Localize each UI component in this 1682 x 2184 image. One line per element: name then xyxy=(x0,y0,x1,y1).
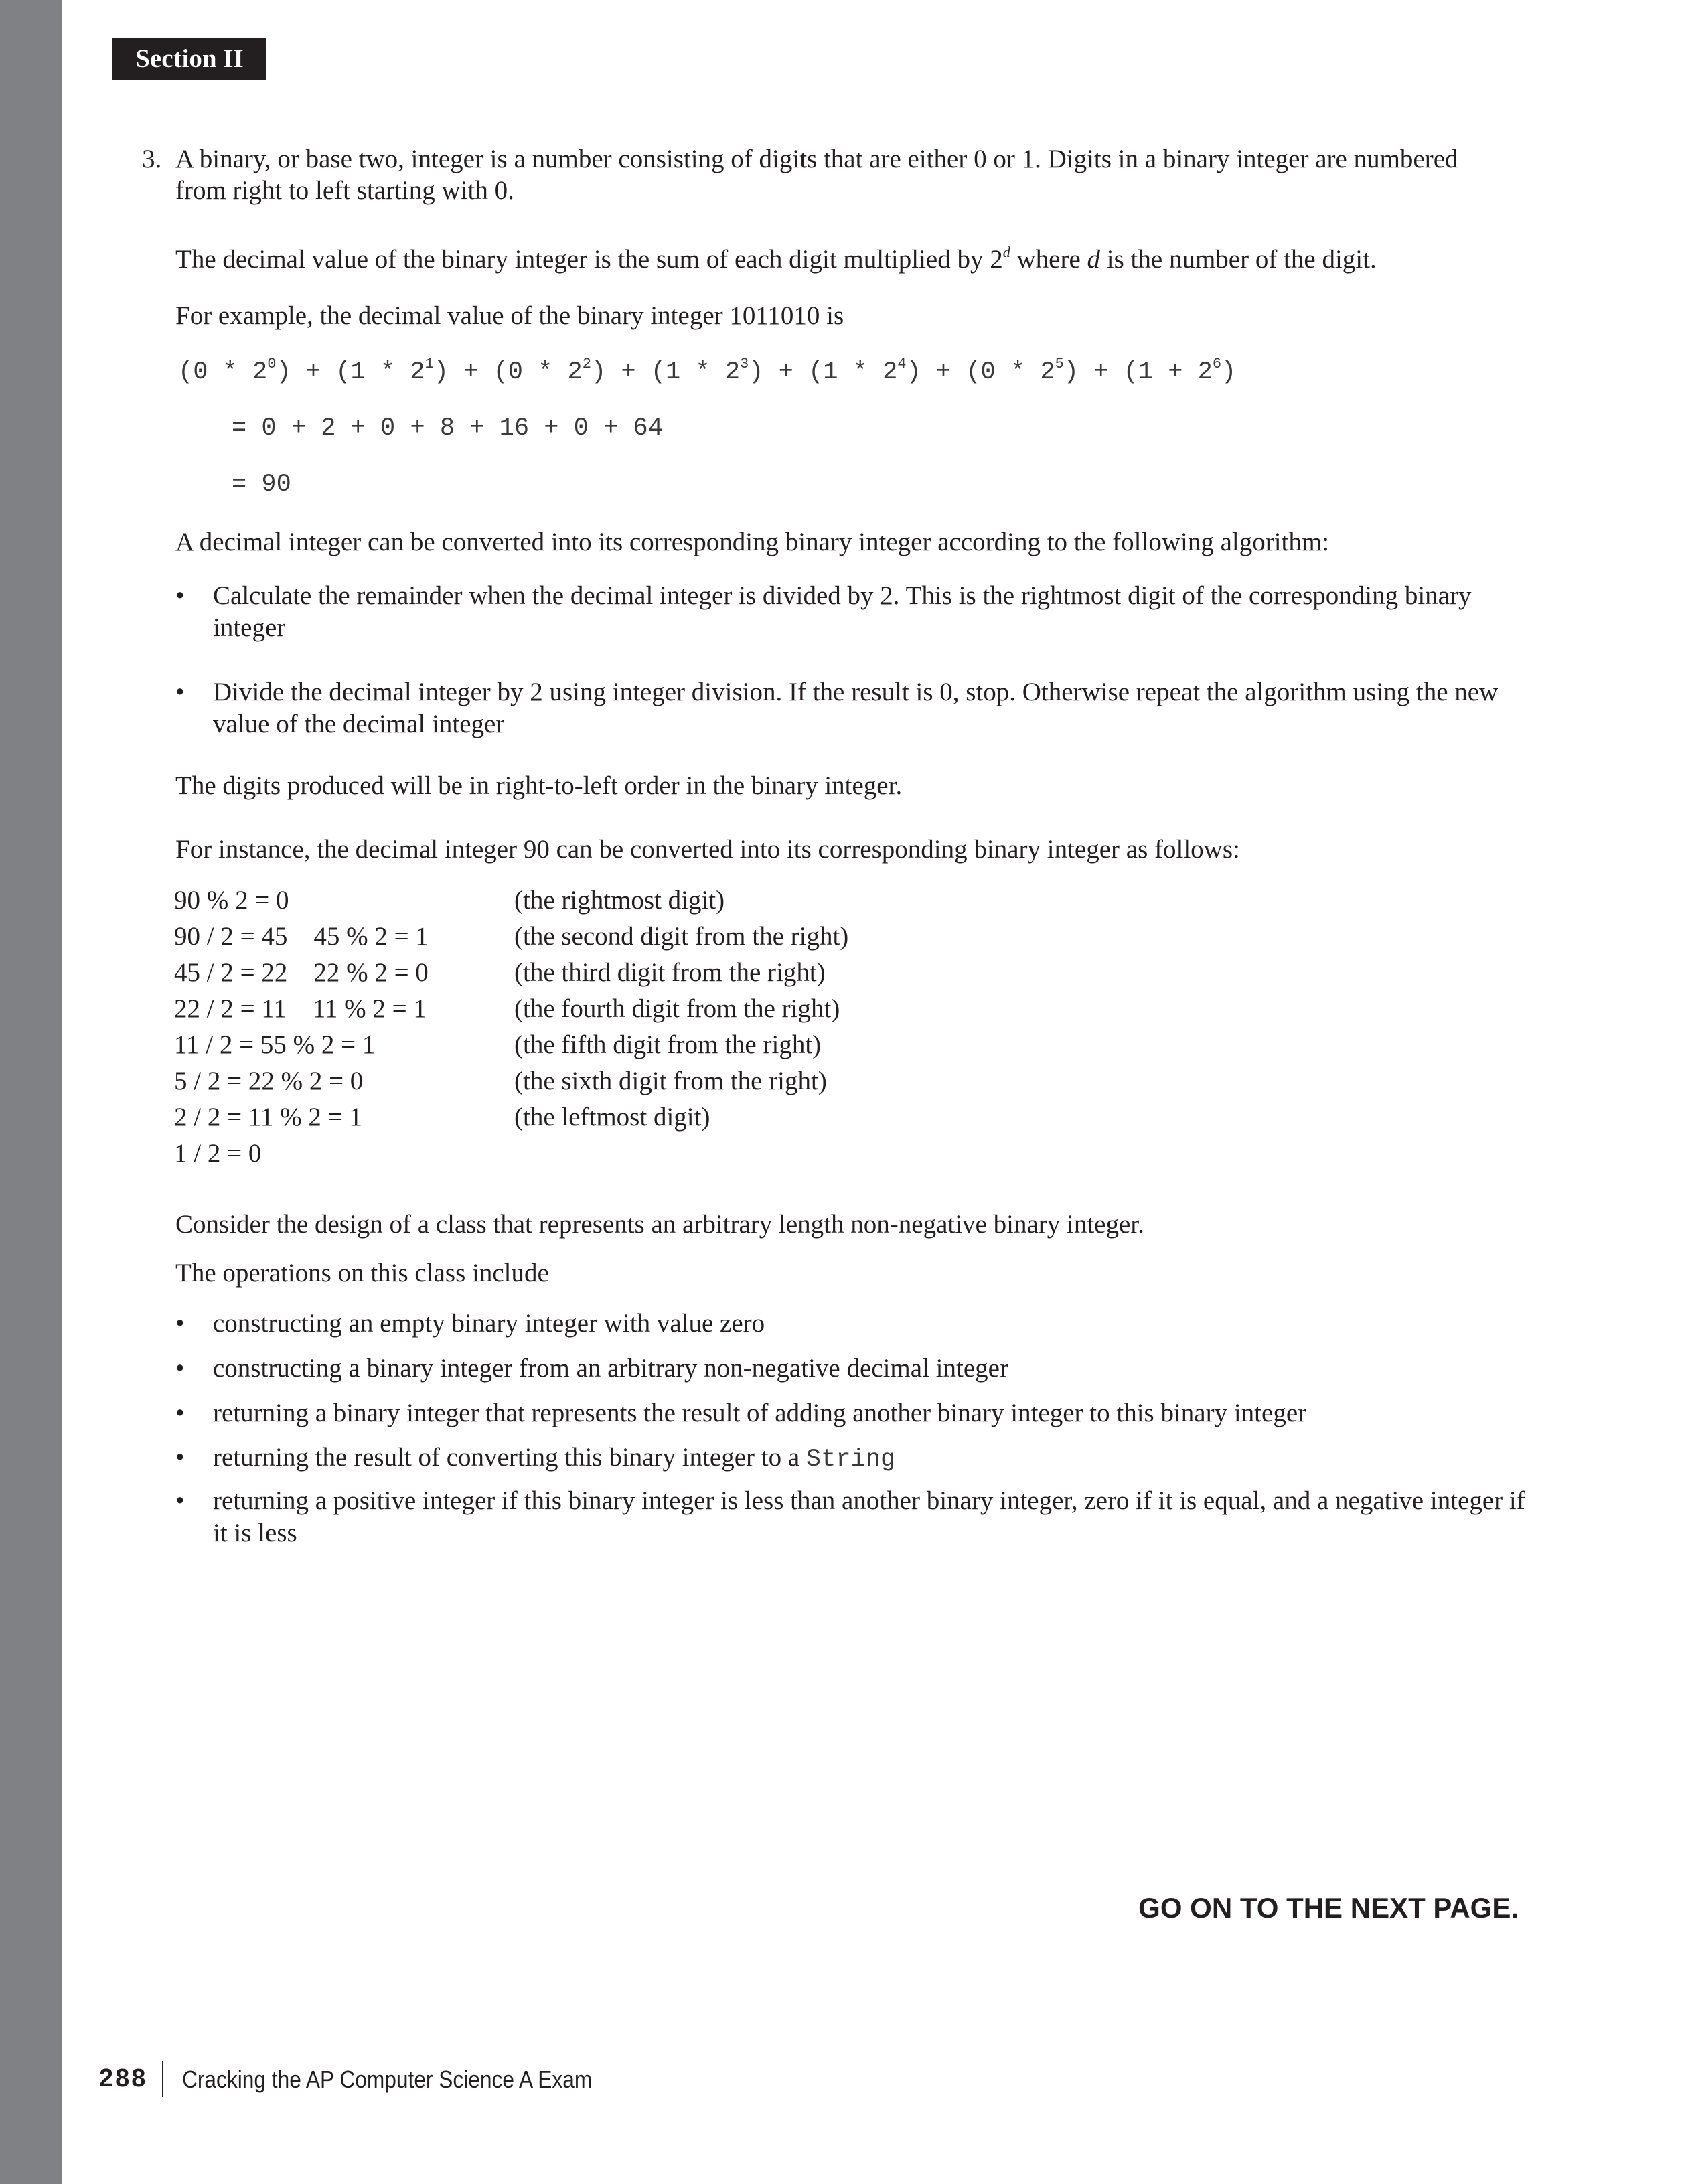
conversion-note: (the third digit from the right) xyxy=(514,958,826,987)
conversion-calc: 11 / 2 = 55 % 2 = 1 xyxy=(174,1030,376,1059)
result-line: = 90 xyxy=(232,471,291,499)
algorithm-step: Calculate the remainder when the decimal integer is divided by 2. This is the rightmost digit of the corresponding binary integer xyxy=(213,581,1472,642)
intro-line-2: from right to left starting with 0. xyxy=(175,176,514,205)
conversion-note: (the fifth digit from the right) xyxy=(514,1030,822,1059)
footer-divider xyxy=(162,2061,163,2097)
sum-line: = 0 + 2 + 0 + 8 + 16 + 0 + 64 xyxy=(232,414,663,443)
question-number: 3. xyxy=(142,145,162,173)
conversion-note: (the fourth digit from the right) xyxy=(514,994,840,1023)
class-design: Consider the design of a class that represents an arbitrary length non-negative binary integer. xyxy=(175,1210,1144,1239)
decimal-value-definition: The decimal value of the binary integer is the sum of each digit multiplied by 2$^d$ where d is the number of the digit. xyxy=(175,244,1377,274)
expansion-term: $(1 + 2^6)$ xyxy=(1123,356,1237,386)
digits-order-note: The digits produced will be in right-to-left order in the binary integer. xyxy=(175,771,903,800)
conversion-note: (the sixth digit from the right) xyxy=(514,1067,827,1095)
operation-item: constructing an empty binary integer with value zero xyxy=(213,1309,765,1338)
go-on-next-page: GO ON TO THE NEXT PAGE. xyxy=(1138,1892,1519,1924)
code-term: String xyxy=(806,1446,896,1474)
intro-line-1: A binary, or base two, integer is a number consisting of digits that are either 0 or 1. Digits in a binary integer are numbered xyxy=(175,145,1458,173)
book-title: Cracking the AP Computer Science A Exam xyxy=(182,2065,593,2093)
section-label: Section II xyxy=(112,38,266,80)
bullet-marker: • xyxy=(175,678,185,706)
operations-intro: The operations on this class include xyxy=(175,1259,549,1288)
bullet-marker: • xyxy=(175,1354,185,1383)
operation-item: returning the result of converting this binary integer to a String xyxy=(213,1443,896,1474)
conversion-note: (the leftmost digit) xyxy=(514,1103,710,1132)
side-bar xyxy=(0,0,62,2184)
conversion-note: (the second digit from the right) xyxy=(514,922,849,951)
expansion-term: $(0 * 2^2)$ + xyxy=(493,356,651,386)
conversion-calc: 2 / 2 = 11 % 2 = 1 xyxy=(174,1103,362,1132)
bullet-marker: • xyxy=(175,581,185,610)
page-number: 288 xyxy=(99,2064,148,2092)
conversion-calc: 22 / 2 = 11 11 % 2 = 1 xyxy=(174,994,427,1023)
instance-intro: For instance, the decimal integer 90 can be converted into its corresponding binary integer as follows: xyxy=(175,835,1240,864)
binary-expansion xyxy=(178,356,1236,388)
algorithm-step: Divide the decimal integer by 2 using integer division. If the result is 0, stop. Otherwise repeat the algorithm using the new value of the decimal integer xyxy=(213,678,1499,738)
operation-item: returning a binary integer that represents the result of adding another binary integer to this binary integer xyxy=(213,1399,1307,1427)
bullet-marker: • xyxy=(175,1486,185,1515)
example-intro: For example, the decimal value of the binary integer 1011010 is xyxy=(175,301,844,330)
conversion-calc: 5 / 2 = 22 % 2 = 0 xyxy=(174,1067,364,1095)
conversion-calc: 45 / 2 = 22 22 % 2 = 0 xyxy=(174,958,429,987)
bullet-marker: • xyxy=(175,1443,185,1472)
expansion-term: $(0 * 2^5)$ + xyxy=(966,356,1124,386)
conversion-calc: 90 % 2 = 0 xyxy=(174,886,289,915)
conversion-calc: 1 / 2 = 0 xyxy=(174,1139,262,1168)
conversion-calc: 90 / 2 = 45 45 % 2 = 1 xyxy=(174,922,429,951)
expansion-term: $(1 * 2^3)$ + xyxy=(650,356,809,386)
operation-item: constructing a binary integer from an arbitrary non-negative decimal integer xyxy=(213,1354,1008,1383)
algorithm-intro: A decimal integer can be converted into its corresponding binary integer according to the following algorithm: xyxy=(175,528,1330,556)
expansion-term: $(0 * 2^0)$ + xyxy=(178,356,336,386)
expansion-term: $(1 * 2^4)$ + xyxy=(808,356,966,386)
conversion-note: (the rightmost digit) xyxy=(514,886,725,915)
bullet-marker: • xyxy=(175,1309,185,1338)
expansion-term: $(1 * 2^1)$ + xyxy=(335,356,493,386)
bullet-marker: • xyxy=(175,1399,185,1427)
operation-item: returning a positive integer if this binary integer is less than another binary integer, zero if it is equal, and a negative integer if it is less xyxy=(213,1486,1525,1547)
